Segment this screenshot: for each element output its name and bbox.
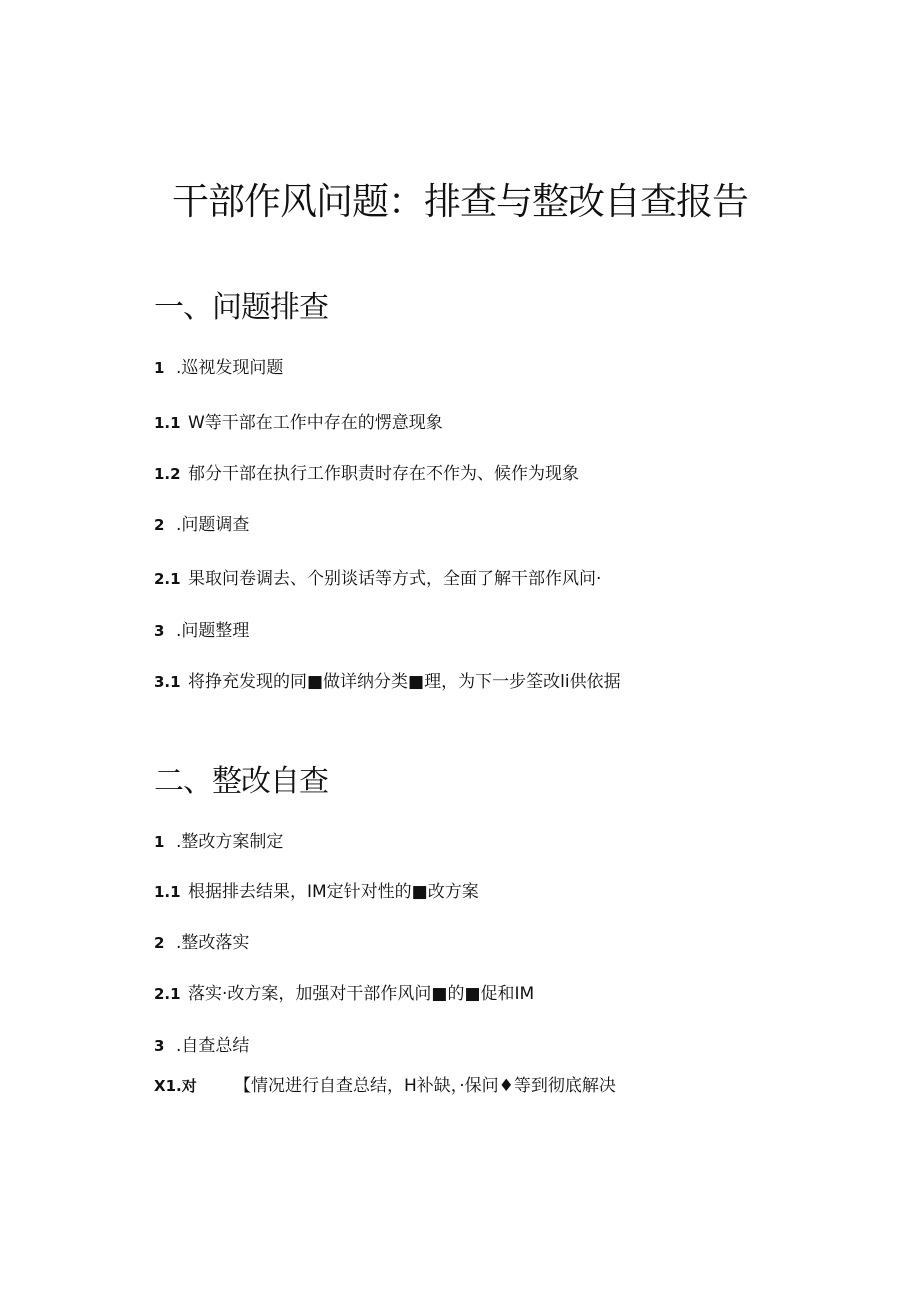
item-number: 2.1 bbox=[154, 985, 181, 1003]
section-heading-2: 二、整改自查 bbox=[154, 764, 328, 799]
list-item bbox=[154, 513, 249, 537]
list-item bbox=[154, 411, 443, 435]
list-item bbox=[154, 1074, 616, 1098]
section-heading-1: 一、问题排查 bbox=[154, 290, 328, 325]
item-text: .问题调查 bbox=[176, 515, 250, 535]
list-item bbox=[154, 1034, 249, 1058]
list-item bbox=[154, 567, 601, 591]
item-text: 果取问卷调去、个别谈话等方式，全面了解干部作风问· bbox=[188, 569, 602, 589]
list-item bbox=[154, 462, 579, 486]
list-item bbox=[154, 830, 283, 854]
item-number: 1 bbox=[154, 359, 165, 377]
list-item bbox=[154, 931, 249, 955]
item-number: 1.2 bbox=[154, 465, 181, 483]
list-item bbox=[154, 356, 283, 380]
item-text: .巡视发现问题 bbox=[176, 358, 284, 378]
list-item bbox=[154, 619, 249, 643]
item-text: 将挣充发现的同■做详纳分类■理，为下一步筌改li供依据 bbox=[188, 672, 621, 692]
item-number: 1 bbox=[154, 833, 165, 851]
item-text: 【情况进行自查总结，H补缺，·保问♦等到彻底解决 bbox=[234, 1076, 616, 1096]
item-text: .整改落实 bbox=[176, 933, 250, 953]
item-number: 3.1 bbox=[154, 673, 181, 691]
item-text: .问题整理 bbox=[176, 621, 250, 641]
item-number: 3 bbox=[154, 1037, 165, 1055]
item-number: 2 bbox=[154, 516, 165, 534]
item-number: 2.1 bbox=[154, 570, 181, 588]
list-item bbox=[154, 880, 479, 904]
list-item bbox=[154, 670, 621, 694]
item-text: 郁分干部在执行工作职责时存在不作为、候作为现象 bbox=[188, 464, 579, 484]
list-item bbox=[154, 982, 534, 1006]
item-text: .整改方案制定 bbox=[176, 832, 284, 852]
item-number: 1.1 bbox=[154, 883, 181, 901]
item-number: X1.对 bbox=[154, 1077, 197, 1095]
item-text: 落实·改方案，加强对干部作风问■的■促和IM bbox=[188, 984, 535, 1004]
item-number: 1.1 bbox=[154, 414, 181, 432]
item-text: .自查总结 bbox=[176, 1036, 250, 1056]
item-text: 根据排去结果，IM定针对性的■改方案 bbox=[188, 882, 479, 902]
item-text: W等干部在工作中存在的愣意现象 bbox=[188, 413, 443, 433]
item-number: 2 bbox=[154, 934, 165, 952]
document-title: 干部作风问题：排查与整改自查报告 bbox=[172, 180, 748, 223]
item-number: 3 bbox=[154, 622, 165, 640]
